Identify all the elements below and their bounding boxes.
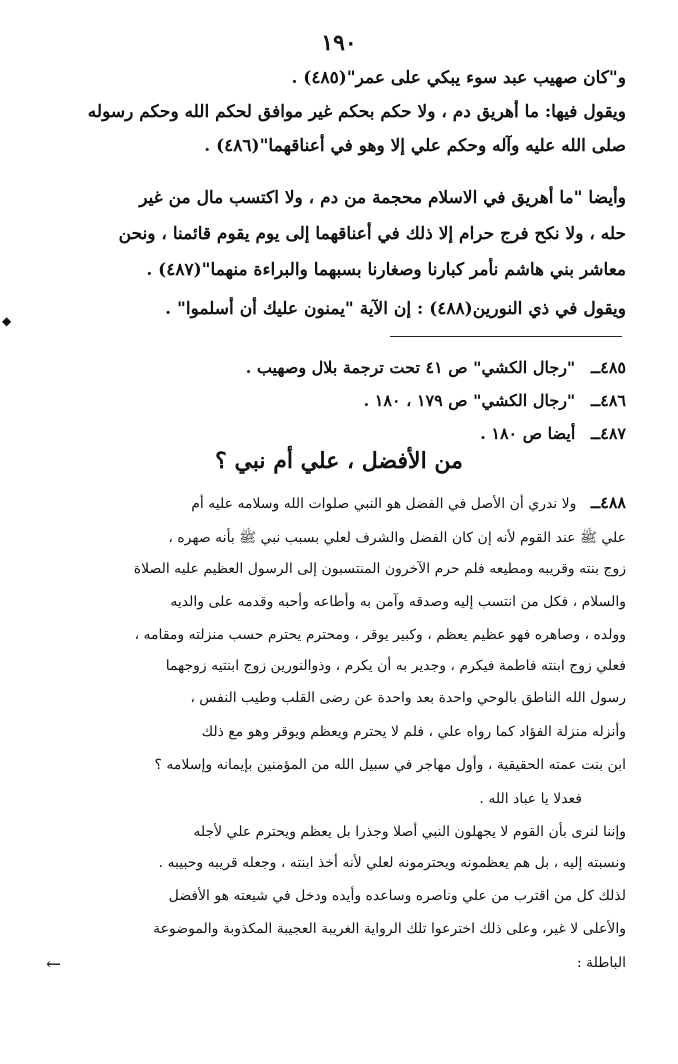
body-text: ولا ندري أن الأصل في الفضل هو النبي صلوات الله وسلامه عليه أم: [191, 496, 577, 512]
body-line: فعدلا يا عباد الله .: [479, 791, 582, 807]
footnote-number: ٤٨٨ــ: [590, 493, 626, 512]
body-line: لذلك كل من اقترب من علي وناصره وساعده وأيده ودخل في شيعته هو الأفضل: [168, 888, 626, 904]
footnote-number: ٤٨٥ــ: [590, 358, 626, 377]
footnote-divider: [390, 336, 622, 337]
footnote-text: أيضا ص ١٨٠ .: [480, 424, 576, 443]
body-line: والأعلى لا غير، وعلى ذلك اخترعوا تلك الرواية الغريبة العجيبة المكذوبة والموضوعة: [153, 921, 626, 937]
text-line: ويقول فيها: ما أهريق دم ، ولا حكم بحكم غير موافق لحكم الله وحكم رسوله: [87, 102, 626, 122]
footnote-number: ٤٨٦ــ: [590, 391, 626, 410]
body-line: الباطلة :: [576, 955, 626, 971]
text-line: ويقول في ذي النورين(٤٨٨) : إن الآية "يمنون عليك أن أسلموا" .: [165, 299, 626, 319]
body-line: وأنزله منزلة الفؤاد كما رواه علي ، فلم لا يحترم ويعظم ويوقر وهو مع ذلك: [201, 724, 626, 740]
footnote-487: [48, 422, 626, 446]
body-line: فعلي زوج ابنته فاطمة فيكرم ، وجدير به أن يكرم ، وذوالنورين زوج ابنتيه زوجهما: [165, 658, 626, 674]
body-line: ونسبته إليه ، بل هم يعظمونه ويحترمونه لعلي لأنه أخذ ابنته ، وجعله قريبه وحبيبه .: [158, 855, 626, 871]
text-line: صلى الله عليه وآله وحكم علي إلا وهو في أعناقهما"(٤٨٦) .: [204, 136, 626, 156]
body-line: وولده ، وصاهره فهو عظيم يعظم ، وكبير يوقر ، ومحترم يحترم حسب منزلته ومقامه ،: [134, 627, 626, 643]
footnote-text: "رجال الكشي" ص ٤١ تحت ترجمة بلال وصهيب .: [245, 358, 576, 377]
text-line: حله ، ولا نكح فرج حرام إلا ذلك في أعناقهما إلى يوم يقوم قائمنا ، ونحن: [118, 224, 626, 244]
text-line: و"كان صهيب عبد سوء يبكي على عمر"(٤٨٥) .: [291, 68, 626, 88]
footnote-485: [48, 356, 626, 380]
body-line: زوج بنته وقريبه ومطيعه فلم حرم الآخرون المنتسبون إلى الرسول العظيم عليه الصلاة: [133, 561, 626, 577]
body-line: ابن بنت عمته الحقيقية ، وأول مهاجر في سبيل الله من المؤمنين بإيمانه وإسلامه ؟: [154, 757, 626, 773]
footnote-486: [48, 389, 626, 413]
body-line: رسول الله الناطق بالوحي واحدة بعد واحدة عن رضى القلب وطيب النفس ،: [190, 690, 626, 706]
body-line: [48, 492, 626, 515]
margin-mark: ◆: [2, 314, 12, 328]
section-heading: من الأفضل ، علي أم نبي ؟: [215, 448, 463, 474]
text-line: وأيضا "ما أهريق في الاسلام محجمة من دم ، ولا اكتسب مال من غير: [139, 188, 626, 208]
footnote-number: ٤٨٧ــ: [590, 424, 626, 443]
continuation-arrow-icon: ←: [46, 954, 62, 975]
page-number: ١٩٠: [321, 30, 357, 56]
text-line: معاشر بني هاشم نأمر كبارنا وصغارنا بسبهما والبراءة منهما"(٤٨٧) .: [146, 260, 626, 280]
body-line: والسلام ، فكل من انتسب إليه وصدقه وآمن به وأطاعه وأحبه وقدمه على والديه: [170, 594, 626, 610]
body-line: وإننا لنرى بأن القوم لا يجهلون النبي أصلا وجذرا بل يعظم ويحترم علي لأجله: [193, 824, 626, 840]
body-line: علي ﷺ عند القوم لأنه إن كان الفضل والشرف لعلي بسبب نبي ﷺ بأنه صهره ،: [168, 530, 626, 546]
footnote-text: "رجال الكشي" ص ١٧٩ ، ١٨٠ .: [363, 391, 576, 410]
